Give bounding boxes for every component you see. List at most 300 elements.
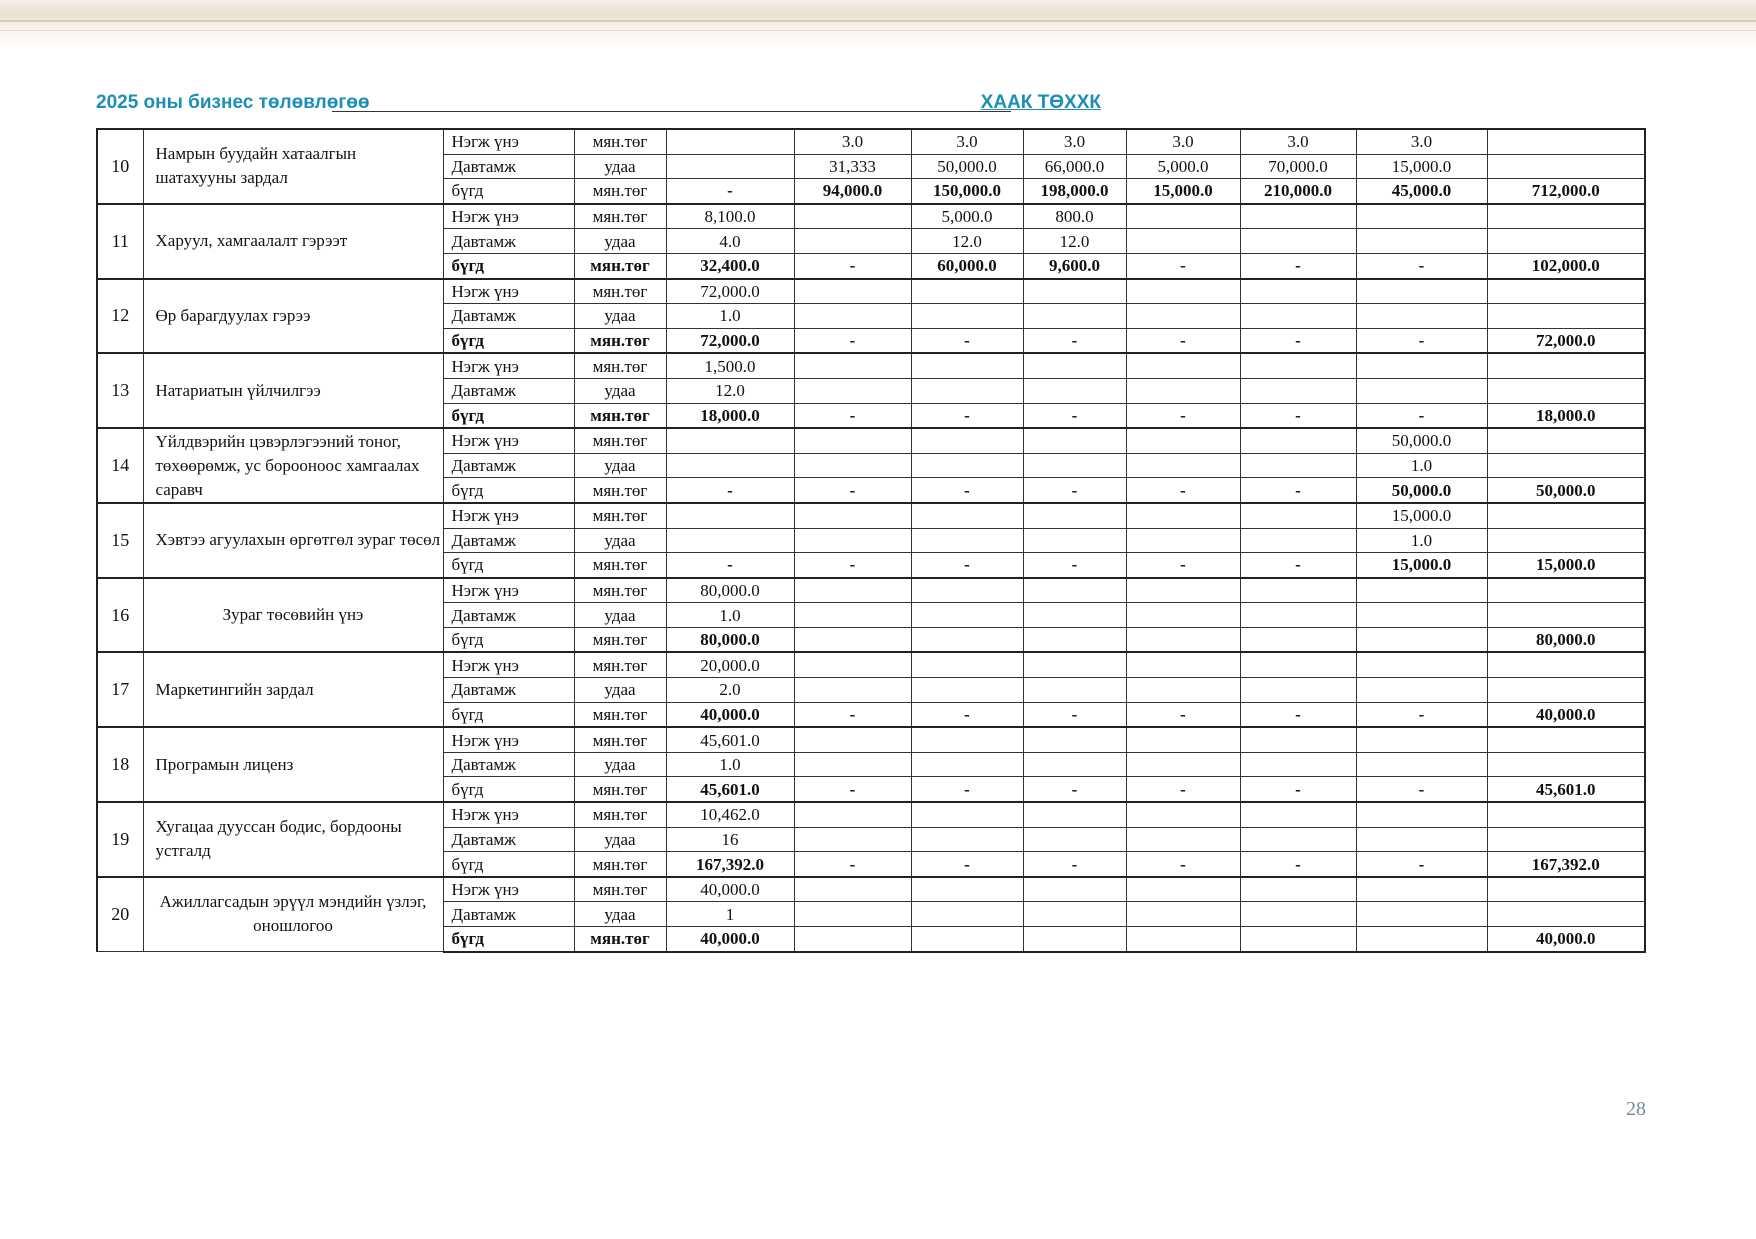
value-cell [794, 279, 911, 304]
value-cell: - [1240, 253, 1356, 278]
line-unit: мян.төг [574, 503, 666, 528]
table-row [97, 428, 1645, 453]
total-cell [1487, 204, 1645, 229]
header-title: 2025 оны бизнес төлөвлөгөө [96, 92, 370, 113]
value-cell: 15,000.0 [1356, 553, 1487, 578]
total-cell [1487, 378, 1645, 403]
value-cell [911, 802, 1023, 827]
total-cell [1487, 902, 1645, 927]
value-cell [911, 528, 1023, 553]
value-cell: 8,100.0 [666, 204, 794, 229]
value-cell: - [1126, 553, 1240, 578]
value-cell [794, 578, 911, 603]
line-label: Нэгж үнэ [443, 652, 574, 677]
table-row [97, 578, 1645, 603]
value-cell [1126, 428, 1240, 453]
value-cell [1356, 353, 1487, 378]
value-cell [1126, 229, 1240, 254]
value-cell [1240, 727, 1356, 752]
total-cell [1487, 428, 1645, 453]
value-cell: 1.0 [666, 603, 794, 628]
total-cell [1487, 353, 1645, 378]
value-cell [911, 627, 1023, 652]
line-unit: удаа [574, 752, 666, 777]
line-label: Нэгж үнэ [443, 802, 574, 827]
line-unit: мян.төг [574, 353, 666, 378]
value-cell [1126, 204, 1240, 229]
value-cell [1356, 279, 1487, 304]
value-cell: 80,000.0 [666, 627, 794, 652]
total-cell: 40,000.0 [1487, 702, 1645, 727]
line-label: Давтамж [443, 229, 574, 254]
line-unit: удаа [574, 304, 666, 329]
line-unit: мян.төг [574, 204, 666, 229]
table-row [97, 652, 1645, 677]
value-cell: - [911, 553, 1023, 578]
value-cell [1126, 578, 1240, 603]
value-cell [911, 877, 1023, 902]
value-cell [1240, 229, 1356, 254]
line-unit: мян.төг [574, 927, 666, 952]
value-cell [1240, 428, 1356, 453]
value-cell: 1,500.0 [666, 353, 794, 378]
value-cell [1126, 453, 1240, 478]
value-cell: - [794, 852, 911, 877]
value-cell [1356, 627, 1487, 652]
value-cell: 50,000.0 [1356, 428, 1487, 453]
total-cell [1487, 304, 1645, 329]
value-cell [1356, 827, 1487, 852]
line-unit: удаа [574, 378, 666, 403]
value-cell: - [1240, 403, 1356, 428]
value-cell [911, 827, 1023, 852]
value-cell: - [794, 702, 911, 727]
value-cell: 66,000.0 [1023, 154, 1126, 179]
row-number: 20 [97, 877, 143, 952]
value-cell [794, 229, 911, 254]
value-cell [1126, 378, 1240, 403]
value-cell: 3.0 [911, 129, 1023, 154]
value-cell: - [1240, 702, 1356, 727]
line-label: Нэгж үнэ [443, 578, 574, 603]
line-label: Нэгж үнэ [443, 877, 574, 902]
line-unit: мян.төг [574, 877, 666, 902]
line-unit: мян.төг [574, 279, 666, 304]
table-row [97, 802, 1645, 827]
value-cell [1240, 204, 1356, 229]
value-cell [1023, 627, 1126, 652]
value-cell: 1 [666, 902, 794, 927]
total-cell: 18,000.0 [1487, 403, 1645, 428]
value-cell [911, 353, 1023, 378]
value-cell [1240, 578, 1356, 603]
value-cell [911, 678, 1023, 703]
line-unit: удаа [574, 603, 666, 628]
line-unit: удаа [574, 453, 666, 478]
value-cell [1126, 652, 1240, 677]
value-cell: 32,400.0 [666, 253, 794, 278]
line-label: Нэгж үнэ [443, 129, 574, 154]
total-cell [1487, 453, 1645, 478]
value-cell: 12.0 [911, 229, 1023, 254]
table-row [97, 877, 1645, 902]
line-unit: удаа [574, 827, 666, 852]
value-cell [1023, 279, 1126, 304]
value-cell: 72,000.0 [666, 328, 794, 353]
line-label: Нэгж үнэ [443, 353, 574, 378]
value-cell [1023, 902, 1126, 927]
value-cell: 5,000.0 [1126, 154, 1240, 179]
expense-name: Хэвтээ агуулахын өргөтгөл зураг төсөл [143, 503, 443, 578]
value-cell [794, 528, 911, 553]
value-cell [1023, 503, 1126, 528]
value-cell: - [794, 478, 911, 503]
row-number: 10 [97, 129, 143, 204]
value-cell [1126, 927, 1240, 952]
total-cell [1487, 603, 1645, 628]
value-cell: 198,000.0 [1023, 179, 1126, 204]
value-cell: - [911, 852, 1023, 877]
line-label: Нэгж үнэ [443, 428, 574, 453]
line-unit: мян.төг [574, 553, 666, 578]
value-cell [911, 453, 1023, 478]
value-cell [794, 652, 911, 677]
value-cell [666, 453, 794, 478]
row-number: 19 [97, 802, 143, 877]
value-cell [794, 927, 911, 952]
value-cell: 40,000.0 [666, 702, 794, 727]
value-cell [1023, 528, 1126, 553]
total-cell: 80,000.0 [1487, 627, 1645, 652]
value-cell [1356, 752, 1487, 777]
line-label: Давтамж [443, 752, 574, 777]
value-cell: - [1356, 852, 1487, 877]
line-label: Нэгж үнэ [443, 503, 574, 528]
value-cell [1240, 603, 1356, 628]
value-cell: 50,000.0 [1356, 478, 1487, 503]
line-label: Давтамж [443, 902, 574, 927]
value-cell [1023, 927, 1126, 952]
value-cell: - [1126, 403, 1240, 428]
value-cell [794, 827, 911, 852]
value-cell [911, 378, 1023, 403]
total-cell: 72,000.0 [1487, 328, 1645, 353]
value-cell [794, 503, 911, 528]
value-cell: - [911, 777, 1023, 802]
value-cell: 1.0 [1356, 453, 1487, 478]
line-label: бүгд [443, 478, 574, 503]
table-row [97, 204, 1645, 229]
total-cell: 102,000.0 [1487, 253, 1645, 278]
value-cell [911, 279, 1023, 304]
row-number: 18 [97, 727, 143, 802]
line-unit: мян.төг [574, 777, 666, 802]
line-label: Нэгж үнэ [443, 204, 574, 229]
value-cell [1240, 902, 1356, 927]
value-cell [911, 752, 1023, 777]
value-cell: - [1240, 478, 1356, 503]
line-label: Давтамж [443, 603, 574, 628]
total-cell [1487, 877, 1645, 902]
value-cell [1356, 603, 1487, 628]
line-label: Давтамж [443, 827, 574, 852]
line-label: бүгд [443, 927, 574, 952]
value-cell [911, 304, 1023, 329]
line-label: Давтамж [443, 154, 574, 179]
value-cell [1126, 902, 1240, 927]
value-cell [1023, 727, 1126, 752]
value-cell: - [666, 179, 794, 204]
total-cell [1487, 229, 1645, 254]
value-cell: - [1356, 403, 1487, 428]
value-cell [794, 204, 911, 229]
total-cell: 45,601.0 [1487, 777, 1645, 802]
expense-name: Зураг төсөвийн үнэ [143, 578, 443, 653]
line-unit: удаа [574, 528, 666, 553]
line-label: бүгд [443, 403, 574, 428]
expense-name: Намрын буудайн хатаалгын шатахууны зардал [143, 129, 443, 204]
value-cell: - [911, 702, 1023, 727]
table-row [97, 353, 1645, 378]
value-cell [911, 727, 1023, 752]
line-label: бүгд [443, 253, 574, 278]
value-cell [911, 902, 1023, 927]
line-unit: мян.төг [574, 852, 666, 877]
row-number: 11 [97, 204, 143, 279]
line-label: Нэгж үнэ [443, 279, 574, 304]
value-cell: 12.0 [1023, 229, 1126, 254]
value-cell [1126, 752, 1240, 777]
line-label: Нэгж үнэ [443, 727, 574, 752]
value-cell: 15,000.0 [1356, 154, 1487, 179]
value-cell: 60,000.0 [911, 253, 1023, 278]
value-cell [1356, 902, 1487, 927]
value-cell: 31,333 [794, 154, 911, 179]
value-cell: - [1356, 328, 1487, 353]
value-cell [1356, 229, 1487, 254]
total-cell [1487, 827, 1645, 852]
total-cell [1487, 279, 1645, 304]
line-unit: мян.төг [574, 652, 666, 677]
line-unit: мян.төг [574, 478, 666, 503]
value-cell: 16 [666, 827, 794, 852]
row-number: 17 [97, 652, 143, 727]
total-cell: 15,000.0 [1487, 553, 1645, 578]
value-cell [666, 528, 794, 553]
value-cell: - [1126, 777, 1240, 802]
value-cell: 3.0 [1240, 129, 1356, 154]
row-number: 14 [97, 428, 143, 503]
line-label: бүгд [443, 702, 574, 727]
expense-name: Үйлдвэрийн цэвэрлэгээний тоног, төхөөрөмж, ус борооноос хамгаалах саравч [143, 428, 443, 503]
value-cell [1023, 428, 1126, 453]
value-cell [1126, 802, 1240, 827]
value-cell [1240, 827, 1356, 852]
value-cell [1023, 802, 1126, 827]
value-cell [1023, 652, 1126, 677]
line-label: бүгд [443, 553, 574, 578]
value-cell: - [911, 478, 1023, 503]
top-decorative-band [0, 0, 1756, 48]
expense-name: Натариатын үйлчилгээ [143, 353, 443, 428]
line-unit: удаа [574, 229, 666, 254]
value-cell: - [1126, 852, 1240, 877]
value-cell [1126, 503, 1240, 528]
total-cell: 40,000.0 [1487, 927, 1645, 952]
value-cell: 70,000.0 [1240, 154, 1356, 179]
value-cell: - [1356, 253, 1487, 278]
line-label: бүгд [443, 777, 574, 802]
value-cell [794, 727, 911, 752]
value-cell: - [1356, 702, 1487, 727]
value-cell: 3.0 [1023, 129, 1126, 154]
value-cell [1356, 204, 1487, 229]
line-unit: мян.төг [574, 727, 666, 752]
value-cell: - [1023, 777, 1126, 802]
expense-table [96, 128, 1646, 953]
line-unit: мян.төг [574, 253, 666, 278]
value-cell: 800.0 [1023, 204, 1126, 229]
line-unit: мян.төг [574, 802, 666, 827]
total-cell [1487, 678, 1645, 703]
line-unit: удаа [574, 154, 666, 179]
value-cell: 94,000.0 [794, 179, 911, 204]
value-cell: - [1126, 702, 1240, 727]
value-cell [1356, 877, 1487, 902]
value-cell [1240, 378, 1356, 403]
total-cell [1487, 528, 1645, 553]
value-cell [911, 603, 1023, 628]
value-cell: 1.0 [1356, 528, 1487, 553]
value-cell [1240, 528, 1356, 553]
value-cell [1126, 877, 1240, 902]
value-cell [794, 304, 911, 329]
total-cell [1487, 503, 1645, 528]
value-cell: 40,000.0 [666, 927, 794, 952]
value-cell: - [1240, 328, 1356, 353]
value-cell [1356, 304, 1487, 329]
row-number: 15 [97, 503, 143, 578]
value-cell: - [666, 553, 794, 578]
value-cell: - [1240, 777, 1356, 802]
value-cell [794, 453, 911, 478]
expense-name: Програмын лиценз [143, 727, 443, 802]
value-cell: - [1240, 852, 1356, 877]
line-unit: мян.төг [574, 702, 666, 727]
value-cell: 72,000.0 [666, 279, 794, 304]
value-cell: 45,601.0 [666, 777, 794, 802]
line-label: Давтамж [443, 528, 574, 553]
value-cell [1356, 678, 1487, 703]
line-label: Давтамж [443, 678, 574, 703]
value-cell [911, 578, 1023, 603]
value-cell: - [794, 328, 911, 353]
value-cell: - [666, 478, 794, 503]
line-unit: мян.төг [574, 129, 666, 154]
value-cell: 167,392.0 [666, 852, 794, 877]
value-cell: - [1023, 702, 1126, 727]
value-cell [1356, 578, 1487, 603]
line-unit: мян.төг [574, 328, 666, 353]
value-cell [1240, 877, 1356, 902]
expense-name: Хугацаа дууссан бодис, бордооны устгалд [143, 802, 443, 877]
line-label: бүгд [443, 179, 574, 204]
value-cell: 9,600.0 [1023, 253, 1126, 278]
value-cell: 2.0 [666, 678, 794, 703]
table-row [97, 279, 1645, 304]
total-cell [1487, 652, 1645, 677]
value-cell: 80,000.0 [666, 578, 794, 603]
value-cell: 12.0 [666, 378, 794, 403]
value-cell: - [1023, 403, 1126, 428]
value-cell [1126, 279, 1240, 304]
value-cell: 4.0 [666, 229, 794, 254]
value-cell [1356, 652, 1487, 677]
value-cell: 210,000.0 [1240, 179, 1356, 204]
value-cell [794, 752, 911, 777]
value-cell [1023, 678, 1126, 703]
value-cell [666, 428, 794, 453]
value-cell [794, 627, 911, 652]
line-unit: удаа [574, 902, 666, 927]
value-cell: - [1126, 253, 1240, 278]
line-unit: мян.төг [574, 578, 666, 603]
value-cell [666, 154, 794, 179]
value-cell: 3.0 [1356, 129, 1487, 154]
value-cell [794, 877, 911, 902]
value-cell: - [794, 403, 911, 428]
value-cell [1023, 304, 1126, 329]
value-cell [911, 927, 1023, 952]
value-cell: 40,000.0 [666, 877, 794, 902]
value-cell [1240, 453, 1356, 478]
header-company: ХААК ТӨХХК [980, 92, 1101, 113]
row-number: 13 [97, 353, 143, 428]
expense-name: Маркетингийн зардал [143, 652, 443, 727]
value-cell [1240, 927, 1356, 952]
value-cell: 45,601.0 [666, 727, 794, 752]
total-cell: 50,000.0 [1487, 478, 1645, 503]
total-cell: 712,000.0 [1487, 179, 1645, 204]
top-decorative-line [0, 20, 1756, 22]
value-cell [666, 503, 794, 528]
value-cell [1240, 678, 1356, 703]
value-cell: - [794, 253, 911, 278]
line-label: Давтамж [443, 453, 574, 478]
value-cell [1126, 603, 1240, 628]
value-cell: 10,462.0 [666, 802, 794, 827]
value-cell [1023, 353, 1126, 378]
value-cell [1240, 279, 1356, 304]
value-cell [1023, 827, 1126, 852]
value-cell [1126, 304, 1240, 329]
value-cell: 45,000.0 [1356, 179, 1487, 204]
value-cell [1023, 752, 1126, 777]
value-cell [1023, 378, 1126, 403]
line-label: Давтамж [443, 378, 574, 403]
value-cell [1240, 353, 1356, 378]
value-cell: - [1023, 328, 1126, 353]
value-cell [794, 353, 911, 378]
page-header [96, 92, 1101, 116]
value-cell: - [911, 328, 1023, 353]
value-cell [1240, 652, 1356, 677]
value-cell [1356, 727, 1487, 752]
line-unit: мян.төг [574, 403, 666, 428]
line-unit: мян.төг [574, 179, 666, 204]
value-cell: 50,000.0 [911, 154, 1023, 179]
value-cell: 150,000.0 [911, 179, 1023, 204]
